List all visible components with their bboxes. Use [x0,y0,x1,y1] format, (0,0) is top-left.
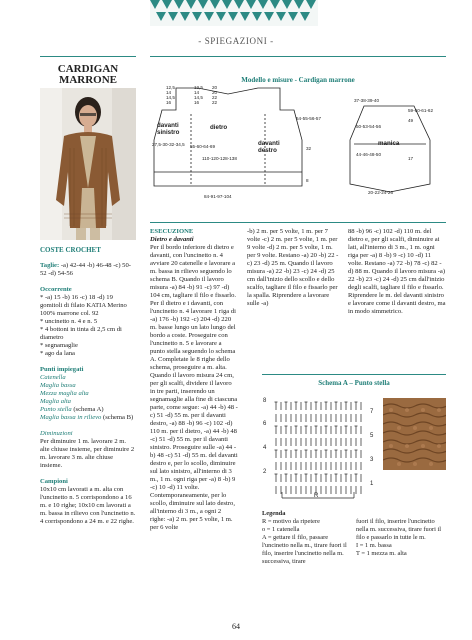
legend-single-crochet: I = 1 m. bassa [356,542,392,549]
measure-back-total: 110-120-128-138 [202,156,237,161]
decreases-text: Per diminuire 1 m. lavorare 2 m. alte chiuse insieme, per diminuire 2 m. lavorare 3 m. alte chiuse insieme. [40,438,135,469]
stitches-heading: Punti impiegati [40,366,84,373]
measure-8: 8 [306,178,309,183]
stitch-maglia-bassa: Maglia bassa [40,382,76,389]
instructions-column-1 [150,228,238,532]
diagram-title: Modello e misure - Cardigan marrone [241,76,355,84]
stitch-chart [262,398,378,502]
label-davanti-destro: davanti destro [258,140,280,154]
stitch-maglia-bassa-rilievo: Maglia bassa in rilievo (schema B) [40,414,134,421]
sizes-line [40,262,136,278]
materials-column [40,246,136,526]
legend-column-1 [262,510,350,566]
shoulder-measure: 20 20 22 22 [212,85,218,105]
sizes-values: -a) 42-44 -b) 46-48 -c) 50-52 -d) 54-56 [40,262,131,277]
stitch-catenella: Catenella [40,374,66,381]
back-front-heading: Dietro e davanti [150,236,194,243]
label-dietro: dietro [210,124,228,131]
chart-row-7: 7 [370,409,374,415]
chart-row-8: 8 [263,398,267,404]
instructions-text-3: 88 -b) 96 -c) 102 -d) 110 m. del dietro e, per gli scalfi, diminuire ai lati, all'interno di 3 m., 1 m. ogni riga per -a) 8 -b) 9 -c) 10 -d) 11 volte. Restano -a) 72 -b) 78 -c) 82 -d) 88 m. Quando il lavoro misura -a) 22 -b) 23 -c) 24 -d) 25 cm dall'inizio degli scalfi, tagliare il filo e fissarlo. Riprendere le m. del davanti sinistro e lavorare come il davanti destro, ma in modo simmetrico. [348,228,446,315]
measure-sleeve-17: 17 [408,156,414,161]
materials-item-needle: * ago da lana [40,350,75,357]
instructions-text-2: -b) 2 m. per 5 volte, 1 m. per 7 volte -c) 2 m. per 5 volte, 1 m. per 9 volte -d) 2 m. per 5 volte, 1 m. per 9 volte. Restano -a) 20 -b) 22 -c) 23 -d) 25 m. Quando il lavoro misura -a) 22 -b) 23 -c) 24 -d) 25 cm dall'inizio dello scollo e dello scalfo, tagliare il filo e fissarlo per la spalla. Riprendere a lavorare sulle -a) [247,228,339,307]
header-divider-right [150,56,446,57]
materials-heading: Occorrente [40,286,72,293]
measure-sleeve-top: 37-38-39-40 [354,98,380,103]
measure-back-width: 55-60-64-69 [190,144,216,149]
gauge-text: 10x10 cm lavorati a m. alta con l'uncinetto n. 5 corrispondono a 16 m. e 10 righe; 10x10 cm lavorati a m. bassa in rilievo con l'uncinetto n. 4 corrispondono a 24 m. e 22 righe. [40,486,136,525]
instructions-text-1: Per il bordo inferiore di dietro e davanti, con l'uncinetto n. 4 avviare 20 catenelle e lavorare a m. bassa in rilievo seguendo lo schema B. Quando il lavoro misura -a) 84 -b) 91 -c) 97 -d) 104 cm, tagliare il filo e fissarlo. Per il dietro e i davanti, con l'uncinetto n. 4 lavorare 1 riga di -a) 176 -b) 192 -c) 204 -d) 220 m. basse lungo un lato lungo del bordo a coste. Proseguire con l'uncinetto n. 5 e lavorare a punto stella seguendo lo schema A. Completate le 8 righe dello schema, proseguire a m. alta. Quando il lavoro misura 24 cm, per gli scalfi, dividere il lavoro in tre parti, inserendo un segnamaglie alla fine di ciascuna parte, come segue: -a) 44 -b) 48 -c) 51 -d) 55 m. per il davanti destro, -a) 88 -b) 96 -c) 102 -d) 110 m. per il dietro, -a) 44 -b) 48 -c) 51 -d) 55 m. per il davanti sinistro. Proseguire sulle -a) 44 -b) 48 -c) 51 -d) 55 m. del davanti destro e, per lo scollo, diminuire sul lato sinistro, all'interno di 3 m., 1 m. ogni riga per -a) 8 -b) 9 -c) 10 -d) 11 volte. Contemporaneamente, per lo scollo, diminuire sul lato destro, all'interno di 3 m., a ogni 2 righe: -a) 2 m. per 5 volte, 1 m. per 6 volte [150,244,238,531]
chart-row-3: 3 [370,457,374,463]
measure-band-length: 84-91-97-104 [204,194,232,199]
chart-row-6: 6 [263,421,267,427]
model-photo [40,88,136,240]
legend-star-1: A = gettare il filo, passare l'uncinetto nella m., tirare fuori il filo, inserire l'uncinetto nella m. successiva, tirare [262,534,347,565]
legend-title: Legenda [262,510,286,517]
gauge-heading: Campioni [40,478,68,485]
schema-divider [262,374,446,375]
measure-sleeve-cuff: 20-22-24-26 [368,190,394,195]
legend-star-2: fuori il filo, inserire l'uncinetto nella m. successiva, tirare fuori il filo e passarlo in tutte le m. [356,518,442,541]
decreases-heading: Diminuzioni [40,430,73,437]
measure-sleeve-49: 49 [408,118,414,123]
instructions-column-3 [348,228,446,316]
materials-item-yarn: * -a) 15 -b) 16 -c) 18 -d) 19 gomitoli di filato KATIA Merino 100% marrone col. 92 [40,294,127,317]
stitch-maglia-alta: Maglia alta [40,398,71,405]
knit-pattern-banner [150,0,318,26]
materials-item-markers: * segnamaglie [40,342,78,349]
page-number: 64 [232,622,240,631]
legend-column-2 [356,518,444,558]
chart-repeat-label: R [314,493,319,499]
label-manica: manica [378,140,400,147]
legend-repeat: R = motivo da ripetere [262,518,320,525]
label-davanti-sinistro: davanti sinistro [157,122,180,136]
neck-measure-2: 12,5 14 14,5 16 [194,85,203,105]
legend-half-double: T = 1 mezza m. alta [356,550,407,557]
stitch-punto-stella: Punto stella (schema A) [40,406,104,413]
pattern-title [40,64,136,86]
measure-32: 32 [306,146,312,151]
materials-item-hooks: * uncinetto n. 4 e n. 5 [40,318,98,325]
sizes-label: Taglie: [40,262,61,269]
measure-length: 54-55-56-57 [296,116,322,121]
chart-row-2: 2 [263,469,267,475]
stitch-mezza-maglia-alta: Mezza maglia alta [40,390,89,397]
measure-sleeve-length: 59-60-61-62 [408,108,434,113]
section-header: - SPIEGAZIONI - [198,36,274,46]
measure-front-width: 27,5-30-32-34,5 [152,142,185,147]
coste-heading: COSTE CROCHET [40,246,101,254]
chart-row-1: 1 [370,481,374,487]
title-line-1: CARDIGAN [57,63,119,75]
instructions-column-2 [247,228,339,308]
legend-chain: o = 1 catenella [262,526,300,533]
chart-row-5: 5 [370,433,374,439]
materials-item-buttons: * 4 bottoni in tinta di 2,5 cm di diametro [40,326,122,341]
stitch-swatch-photo [383,398,446,470]
schema-title: Schema A – Punto stella [318,379,390,387]
header-divider-left [40,56,136,57]
chart-row-4: 4 [263,445,267,451]
garment-schematic [150,84,446,226]
title-line-2: MARRONE [58,74,118,86]
neck-measure-1: 12,5 14 14,5 16 [166,85,175,105]
measure-sleeve-upper: 50-53-54-56 [356,124,382,129]
execution-heading: ESECUZIONE [150,228,194,235]
diagram-divider [150,222,446,223]
measure-sleeve-mid: 44-46-48-50 [356,152,382,157]
